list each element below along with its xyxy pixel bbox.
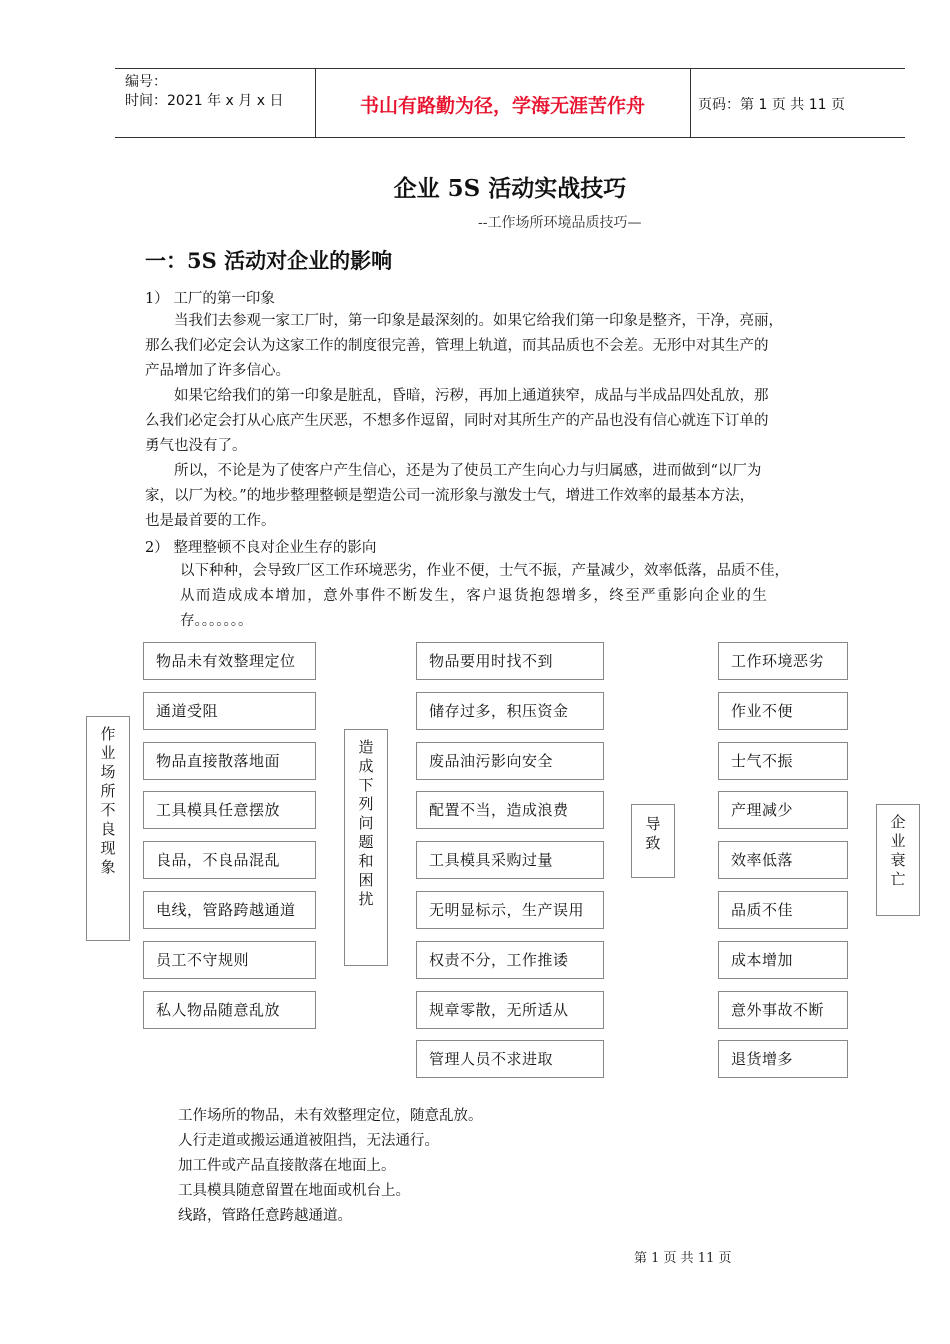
label-char: 致	[645, 834, 661, 852]
page-footer: 第 1 页 共 11 页	[634, 1251, 732, 1266]
text-line: 当我们去参观一家工厂时，第一印象是最深刻的。如果它给我们第一印象是整齐，干净，亮丽，	[174, 313, 783, 329]
diagram-box: 储存过多，积压资金	[416, 692, 604, 730]
diagram-box: 意外事故不断	[718, 991, 848, 1029]
paragraph-4	[180, 559, 885, 634]
diagram-box: 无明显标示，生产误用	[416, 891, 604, 929]
label-char: 下	[358, 776, 374, 794]
list-item: 加工件或产品直接散落在地面上。	[178, 1158, 396, 1174]
text-line: 么我们必定会打从心底产生厌恶，不想多作逗留，同时对其所生产的产品也没有信心就连下订单的	[145, 413, 769, 429]
label-char: 造	[358, 738, 374, 756]
header-divider	[690, 69, 691, 137]
text-line: 勇气也没有了。	[145, 438, 247, 454]
label-char: 亡	[890, 870, 906, 888]
label-char: 列	[358, 795, 374, 813]
diagram-box: 私人物品随意乱放	[143, 991, 316, 1029]
diagram-box: 废品油污影向安全	[416, 742, 604, 780]
diagram-box: 士气不振	[718, 742, 848, 780]
label-char: 困	[358, 871, 374, 889]
diagram-box: 成本增加	[718, 941, 848, 979]
label-char: 作	[100, 725, 116, 743]
diagram-box: 配置不当，造成浪费	[416, 791, 604, 829]
label-char: 象	[100, 858, 116, 876]
label-enterprise-decline	[876, 804, 920, 916]
header-meta	[125, 73, 283, 111]
text-line: 那么我们必定会认为这家工作的制度很完善，管理上轨道，而其品质也不会差。无形中对其生产的	[145, 338, 769, 354]
diagram-box: 电线，管路跨越通道	[143, 891, 316, 929]
diagram-box: 规章零散，无所适从	[416, 991, 604, 1029]
text-line: 也是最首要的工作。	[145, 513, 276, 529]
label-workplace-problems	[86, 716, 130, 941]
diagram-box: 退货增多	[718, 1040, 848, 1078]
diagram-box: 工具模具任意摆放	[143, 791, 316, 829]
list-item: 人行走道或搬运通道被阻挡，无法通行。	[178, 1133, 439, 1149]
label-char: 和	[358, 852, 374, 870]
bottom-list	[178, 1104, 483, 1229]
page-info: 页码：第 1 页 共 11 页	[698, 97, 845, 113]
paragraph-3	[145, 459, 890, 534]
text-line: 产品增加了许多信心。	[145, 363, 290, 379]
list-item: 工具模具随意留置在地面或机台上。	[178, 1183, 410, 1199]
diagram-box: 工作环境恶劣	[718, 642, 848, 680]
document-title: 企业 5S 活动实战技巧	[393, 175, 627, 202]
diagram-box: 物品要用时找不到	[416, 642, 604, 680]
label-char: 所	[100, 782, 116, 800]
header-motto: 书山有路勤为径，学海无涯苦作舟	[359, 95, 645, 117]
text-line: 存。。。。。。。	[180, 613, 253, 629]
list-item: 线路，管路任意跨越通道。	[178, 1208, 352, 1224]
label-cause-problems	[344, 729, 388, 966]
label-char: 业	[890, 832, 906, 850]
paragraph-1	[145, 309, 890, 384]
text-line: 以下种种，会导致厂区工作环境恶劣，作业不便，士气不振，产量减少，效率低落，品质不佳，	[180, 563, 789, 579]
diagram-box: 产理减少	[718, 791, 848, 829]
text-line: 从而造成成本增加，意外事件不断发生，客户退货抱怨增多，终至严重影向企业的生	[180, 588, 769, 604]
paragraph-2	[145, 384, 890, 459]
diagram-box: 权责不分，工作推诿	[416, 941, 604, 979]
diagram-box: 物品未有效整理定位	[143, 642, 316, 680]
text-line: 如果它给我们的第一印象是脏乱，昏暗，污秽，再加上通道狭窄，成品与半成品四处乱放，那	[174, 388, 769, 404]
label-char: 问	[358, 814, 374, 832]
label-char: 业	[100, 744, 116, 762]
text-line: 家，以厂为校。”的地步整理整顿是塑造公司一流形象与激发士气，增进工作效率的最基本方法，	[145, 488, 755, 504]
time-label: 时间：2021 年 x 月 x 日	[125, 93, 284, 109]
diagram-box: 工具模具采购过量	[416, 841, 604, 879]
label-char: 衰	[890, 851, 906, 869]
header-table	[115, 68, 905, 138]
document-subtitle: --工作场所环境品质技巧—	[478, 215, 642, 231]
label-char: 题	[358, 833, 374, 851]
diagram-box: 良品，不良品混乱	[143, 841, 316, 879]
label-char: 导	[645, 815, 661, 833]
text-line: 所以，不论是为了使客户产生信心，还是为了使员工产生向心力与归属感，进而做到“以厂为	[174, 463, 762, 479]
number-label: 编号：	[125, 74, 167, 90]
diagram-box: 品质不佳	[718, 891, 848, 929]
label-char: 企	[890, 813, 906, 831]
label-char: 扰	[358, 890, 374, 908]
label-char: 不	[100, 801, 116, 819]
diagram-box: 作业不便	[718, 692, 848, 730]
label-char: 现	[100, 839, 116, 857]
label-lead-to	[631, 804, 675, 878]
diagram-box: 通道受阻	[143, 692, 316, 730]
diagram-box: 员工不守规则	[143, 941, 316, 979]
section-heading: 一：5S 活动对企业的影响	[145, 248, 393, 273]
diagram-box: 管理人员不求进取	[416, 1040, 604, 1078]
item-2-title: 2） 整理整顿不良对企业生存的影向	[145, 540, 377, 556]
item-1-title: 1） 工厂的第一印象	[145, 291, 275, 307]
label-char: 成	[358, 757, 374, 775]
label-char: 良	[100, 820, 116, 838]
diagram-box: 效率低落	[718, 841, 848, 879]
label-char: 场	[100, 763, 116, 781]
diagram-box: 物品直接散落地面	[143, 742, 316, 780]
list-item: 工作场所的物品，未有效整理定位，随意乱放。	[178, 1108, 483, 1124]
